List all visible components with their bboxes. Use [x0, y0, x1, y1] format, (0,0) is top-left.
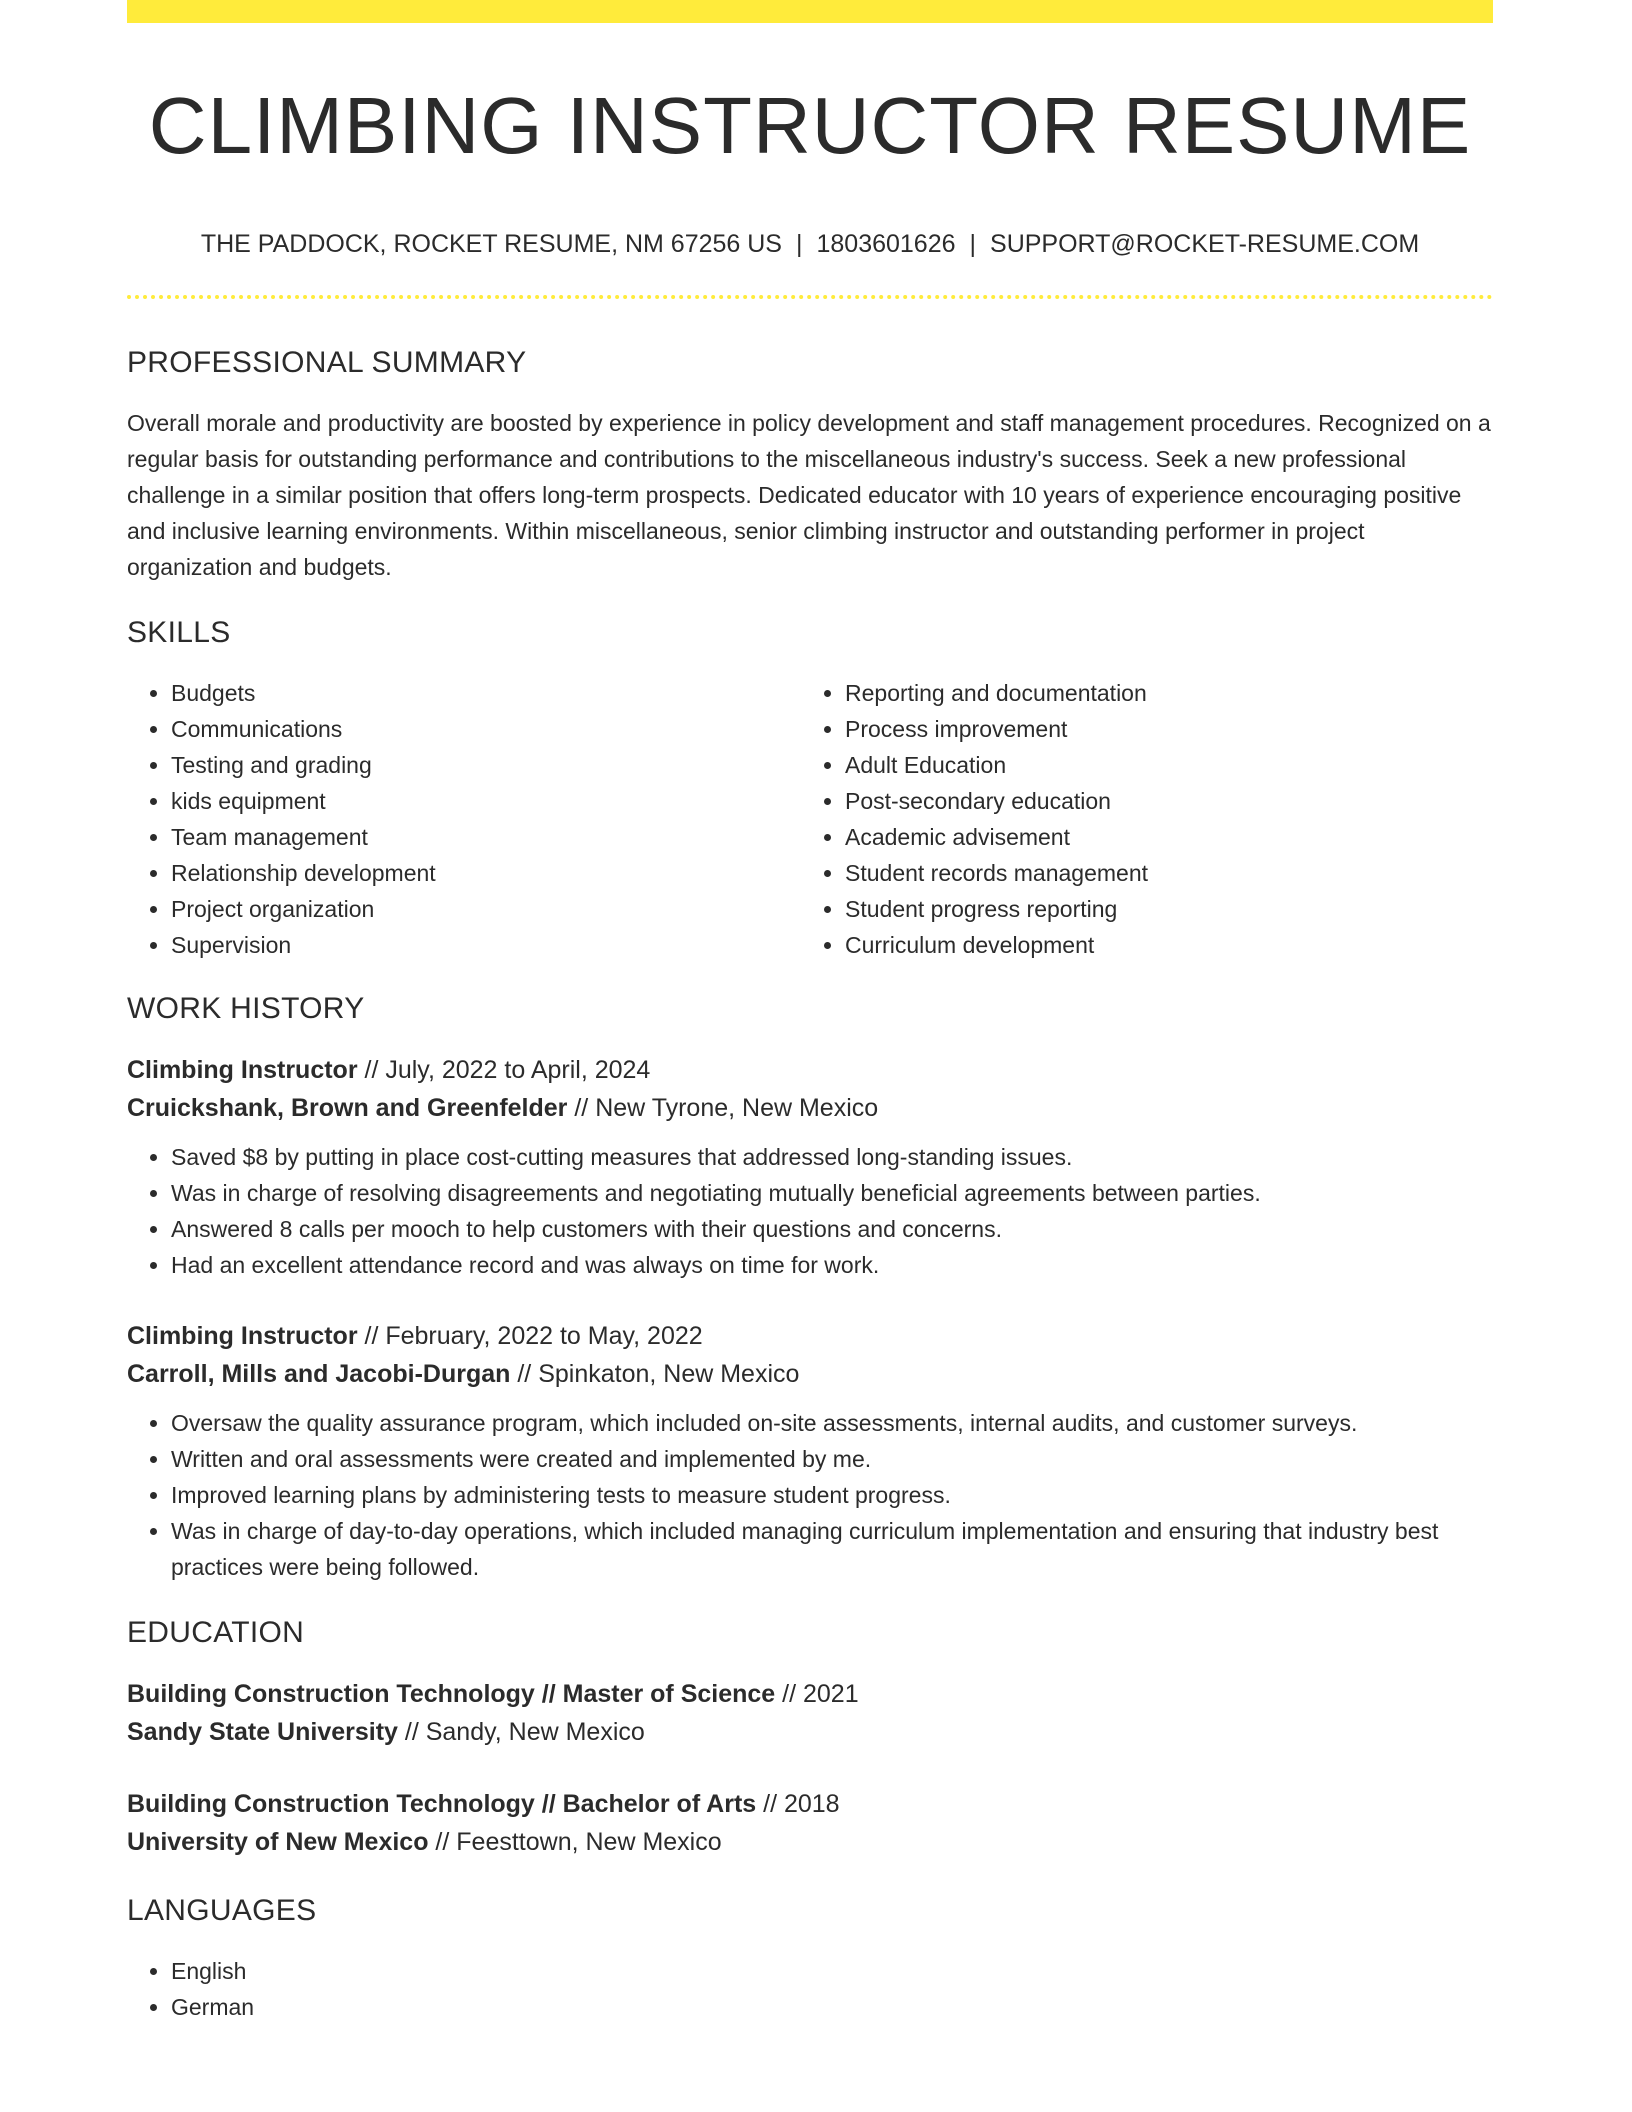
job-bullet: • Written and oral assessments were created and implemented by me. [171, 1441, 1493, 1477]
languages-heading: LANGUAGES [127, 1894, 317, 1927]
job-bullets [127, 1405, 1493, 1585]
skill-item: • Communications [171, 711, 801, 747]
job-bullet: • Had an excellent attendance record and was always on time for work. [171, 1247, 1493, 1283]
skill-item: • Team management [171, 819, 801, 855]
work-history-heading: WORK HISTORY [127, 992, 365, 1025]
education-school: Sandy State University [127, 1718, 398, 1746]
education-year: // 2021 [775, 1680, 859, 1708]
education-school: University of New Mexico [127, 1828, 429, 1856]
skills-column-left [127, 675, 801, 963]
job-bullet: • Was in charge of resolving disagreements and negotiating mutually beneficial agreements between parties. [171, 1175, 1493, 1211]
job-company: Carroll, Mills and Jacobi-Durgan [127, 1360, 511, 1388]
skills-heading: SKILLS [127, 616, 231, 649]
education-location: // Feesttown, New Mexico [428, 1828, 722, 1856]
job-bullet: • Oversaw the quality assurance program, which included on-site assessments, internal audits, and customer surveys. [171, 1405, 1493, 1441]
job-title: Climbing Instructor [127, 1322, 358, 1350]
language-item: • English [171, 1953, 1493, 1989]
job-bullet: • Improved learning plans by administering tests to measure student progress. [171, 1477, 1493, 1513]
contact-separator: | [969, 230, 977, 258]
job-company-line [127, 1089, 1493, 1127]
job-bullet: • Answered 8 calls per mooch to help customers with their questions and concerns. [171, 1211, 1493, 1247]
resume-page [127, 0, 1493, 2025]
skill-item: • Academic advisement [845, 819, 1148, 855]
education-entry [127, 1785, 1493, 1861]
contact-line [127, 230, 1493, 259]
education-degree-line [127, 1675, 1493, 1713]
skill-item: • Adult Education [845, 747, 1148, 783]
job-title-line [127, 1317, 1493, 1355]
job-dates: // February, 2022 to May, 2022 [357, 1322, 703, 1350]
job-dates: // July, 2022 to April, 2024 [357, 1056, 651, 1084]
job-entry [127, 1051, 1493, 1283]
resume-title: CLIMBING INSTRUCTOR RESUME [148, 81, 1472, 170]
languages-list [127, 1953, 1493, 2025]
education-heading: EDUCATION [127, 1616, 305, 1649]
skill-item: • Supervision [171, 927, 801, 963]
skill-item: • Student records management [845, 855, 1148, 891]
job-bullet: • Was in charge of day-to-day operations, which included managing curriculum implementation and ensuring that industry best practices were being followed. [171, 1513, 1493, 1585]
skill-item: • Reporting and documentation [845, 675, 1148, 711]
education-degree: Building Construction Technology // Bachelor of Arts [127, 1790, 757, 1818]
skills-column-right [801, 675, 1148, 963]
skill-item: • Post-secondary education [845, 783, 1148, 819]
education-school-line [127, 1713, 1493, 1751]
summary-heading: PROFESSIONAL SUMMARY [127, 346, 527, 379]
skill-item: • Process improvement [845, 711, 1148, 747]
contact-separator: | [795, 230, 803, 258]
education-degree-line [127, 1785, 1493, 1823]
skill-item: • Budgets [171, 675, 801, 711]
contact-address: THE PADDOCK, ROCKET RESUME, NM 67256 US [200, 230, 782, 258]
job-bullet: • Saved $8 by putting in place cost-cutting measures that addressed long-standing issues. [171, 1139, 1493, 1175]
job-company: Cruickshank, Brown and Greenfelder [127, 1094, 568, 1122]
skill-item: • kids equipment [171, 783, 801, 819]
skill-item: • Relationship development [171, 855, 801, 891]
education-year: // 2018 [756, 1790, 840, 1818]
job-title: Climbing Instructor [127, 1056, 358, 1084]
header-divider [127, 295, 1493, 299]
skill-item: • Testing and grading [171, 747, 801, 783]
job-company-line [127, 1355, 1493, 1393]
skill-item: • Project organization [171, 891, 801, 927]
contact-email: SUPPORT@ROCKET-RESUME.COM [990, 230, 1420, 258]
education-entry [127, 1675, 1493, 1751]
job-location: // New Tyrone, New Mexico [567, 1094, 879, 1122]
job-title-line [127, 1051, 1493, 1089]
summary-text: Overall morale and productivity are boosted by experience in policy development and staff management procedures. Recognized on a regular basis for outstanding performance and contributions to the miscellaneous industry's success. Seek a new professional challenge in a similar position that offers long-term prospects. Dedicated educator with 10 years of experience encouraging positive and inclusive learning environments. Within miscellaneous, senior climbing instructor and outstanding performer in project organization and budgets. [127, 410, 1491, 580]
education-location: // Sandy, New Mexico [397, 1718, 645, 1746]
language-item: • German [171, 1989, 1493, 2025]
job-bullets [127, 1139, 1493, 1283]
skill-item: • Student progress reporting [845, 891, 1148, 927]
job-entry [127, 1317, 1493, 1585]
skill-item: • Curriculum development [845, 927, 1148, 963]
top-accent-bar [127, 0, 1493, 23]
contact-phone: 1803601626 [816, 230, 956, 258]
job-location: // Spinkaton, New Mexico [510, 1360, 800, 1388]
skills-list [127, 675, 1493, 963]
education-degree: Building Construction Technology // Master of Science [127, 1680, 776, 1708]
education-school-line [127, 1823, 1493, 1861]
